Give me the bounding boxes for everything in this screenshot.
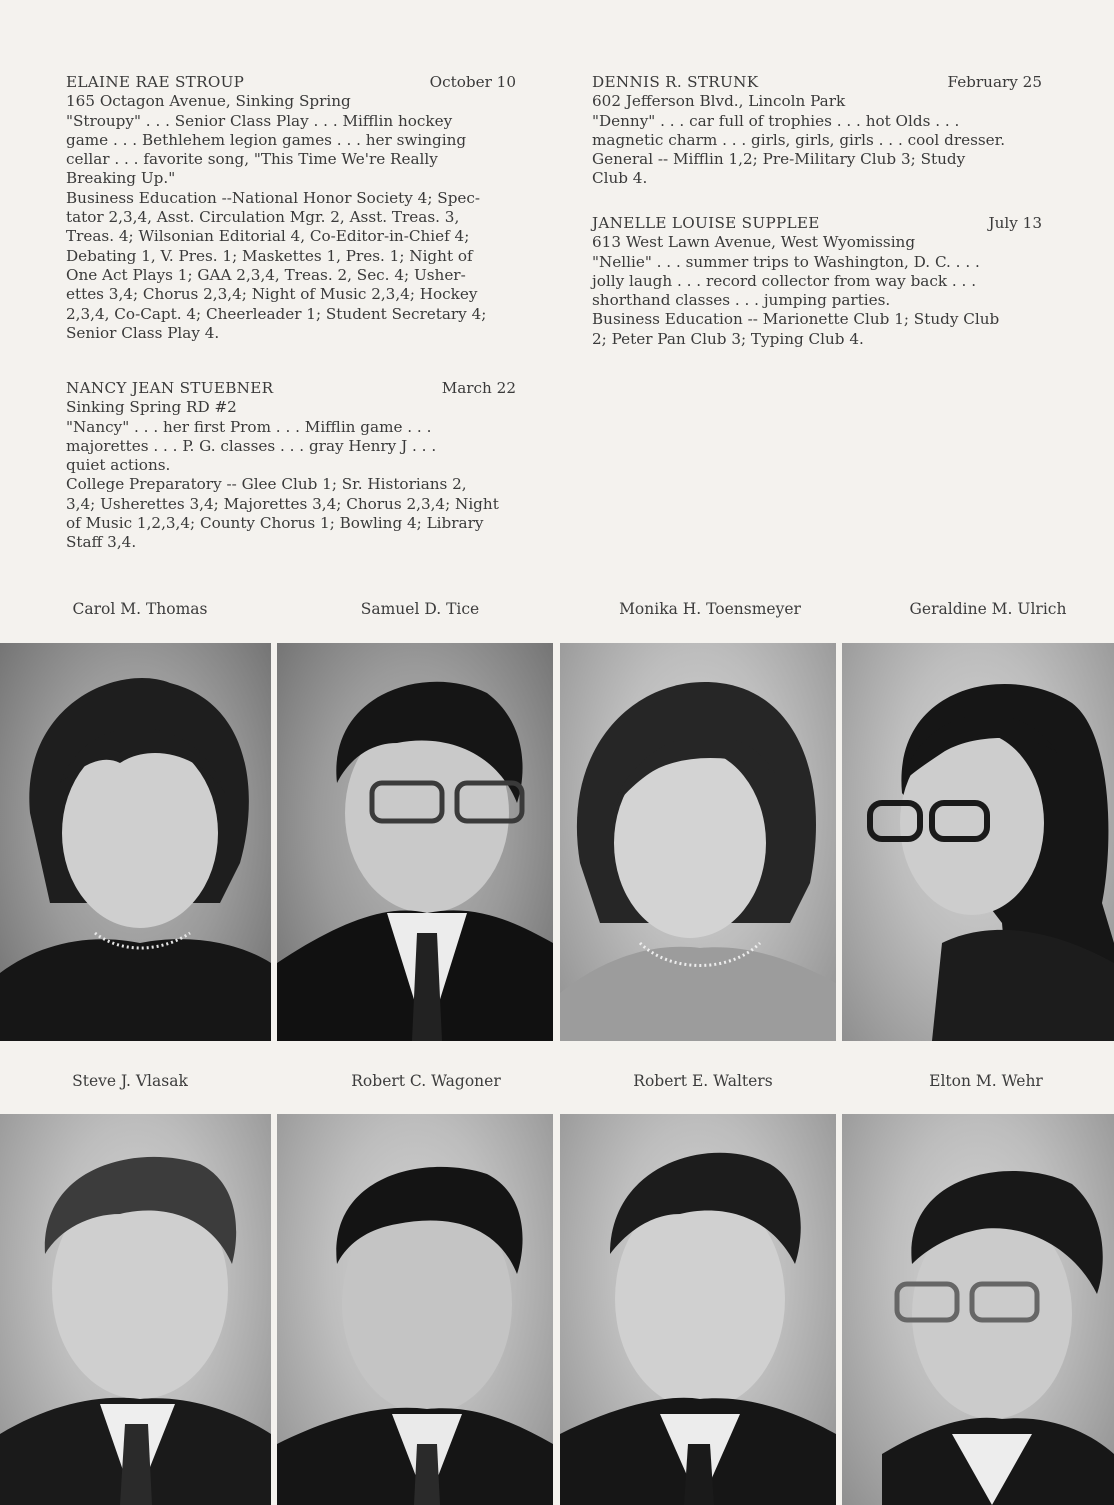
portrait-photo [560,1114,836,1505]
activities-line: 2,3,4, Co-Capt. 4; Cheerleader 1; Student Secretary 4; [66,304,487,323]
portrait-photo [842,643,1114,1041]
activities-line: College Preparatory -- Glee Club 1; Sr. Historians 2, [66,475,467,494]
student-name: NANCY JEAN STUEBNER [66,379,274,397]
student-name: JANELLE LOUISE SUPPLEE [592,214,820,232]
senior-entry-supplee [592,214,1042,349]
portrait-photo [277,643,553,1041]
address: 165 Octagon Avenue, Sinking Spring [66,92,351,111]
description-line: "Stroupy" . . . Senior Class Play . . . Mifflin hockey [66,111,453,130]
activities-line: One Act Plays 1; GAA 2,3,4, Treas. 2, Sec. 4; Usher- [66,265,466,284]
activities-line: 3,4; Usherettes 3,4; Majorettes 3,4; Chorus 2,3,4; Night [66,494,499,513]
photo-divider [553,1114,560,1505]
activities-line: 2; Peter Pan Club 3; Typing Club 4. [592,329,864,348]
photo-caption: Robert E. Walters [633,1072,773,1090]
portrait-photo [842,1114,1114,1505]
description-line: "Nancy" . . . her first Prom . . . Mifflin game . . . [66,417,432,436]
activities-line: tator 2,3,4, Asst. Circulation Mgr. 2, Asst. Treas. 3, [66,208,460,227]
student-name: DENNIS R. STRUNK [592,73,759,91]
photo-divider [271,643,277,1041]
photo-caption: Geraldine M. Ulrich [909,600,1067,618]
birth-date: July 13 [988,214,1042,232]
description-line: majorettes . . . P. G. classes . . . gray Henry J . . . [66,436,437,455]
birth-date: March 22 [441,379,516,397]
description-line: magnetic charm . . . girls, girls, girls . . . cool dresser. [592,130,1006,149]
activities-line: General -- Mifflin 1,2; Pre-Military Club 3; Study [592,150,966,169]
senior-entry-stuebner [66,379,516,553]
portrait-photo [0,1114,271,1505]
senior-entry-strunk [592,73,1042,189]
description-line: game . . . Bethlehem legion games . . . her swinging [66,130,467,149]
photo-divider [553,643,560,1041]
description-line: shorthand classes . . . jumping parties. [592,291,891,310]
description-line: Breaking Up." [66,169,176,188]
photo-divider [836,643,842,1041]
photo-caption: Monika H. Toensmeyer [619,600,801,618]
photo-caption: Robert C. Wagoner [351,1072,501,1090]
address: 613 West Lawn Avenue, West Wyomissing [592,233,916,252]
photo-caption: Carol M. Thomas [72,600,208,618]
portrait-photo [0,643,271,1041]
birth-date: February 25 [947,73,1042,91]
photo-divider [271,1114,277,1505]
activities-line: Debating 1, V. Pres. 1; Maskettes 1, Pres. 1; Night of [66,246,473,265]
description-line: "Nellie" . . . summer trips to Washington, D. C. . . . [592,252,980,271]
activities-line: Business Education -- Marionette Club 1; Study Club [592,310,1000,329]
photo-divider [836,1114,842,1505]
address: 602 Jefferson Blvd., Lincoln Park [592,92,846,111]
address: Sinking Spring RD #2 [66,398,237,417]
photo-caption: Samuel D. Tice [360,600,480,618]
activities-line: Business Education --National Honor Society 4; Spec- [66,188,481,207]
portrait-photo [560,643,836,1041]
activities-line: ettes 3,4; Chorus 2,3,4; Night of Music 2,3,4; Hockey [66,285,478,304]
description-line: jolly laugh . . . record collector from way back . . . [592,271,977,290]
student-name: ELAINE RAE STROUP [66,73,245,91]
description-line: "Denny" . . . car full of trophies . . . hot Olds . . . [592,111,960,130]
activities-line: of Music 1,2,3,4; County Chorus 1; Bowling 4; Library [66,514,484,533]
description-line: cellar . . . favorite song, "This Time We're Really [66,150,438,169]
photo-caption: Elton M. Wehr [929,1072,1043,1090]
activities-line: Senior Class Play 4. [66,323,220,342]
photo-caption: Steve J. Vlasak [72,1072,188,1090]
activities-line: Club 4. [592,169,648,188]
birth-date: October 10 [429,73,516,91]
senior-entry-stroup [66,73,516,343]
activities-line: Treas. 4; Wilsonian Editorial 4, Co-Editor-in-Chief 4; [66,227,470,246]
portrait-photo [277,1114,553,1505]
activities-line: Staff 3,4. [66,533,137,552]
description-line: quiet actions. [66,456,171,475]
